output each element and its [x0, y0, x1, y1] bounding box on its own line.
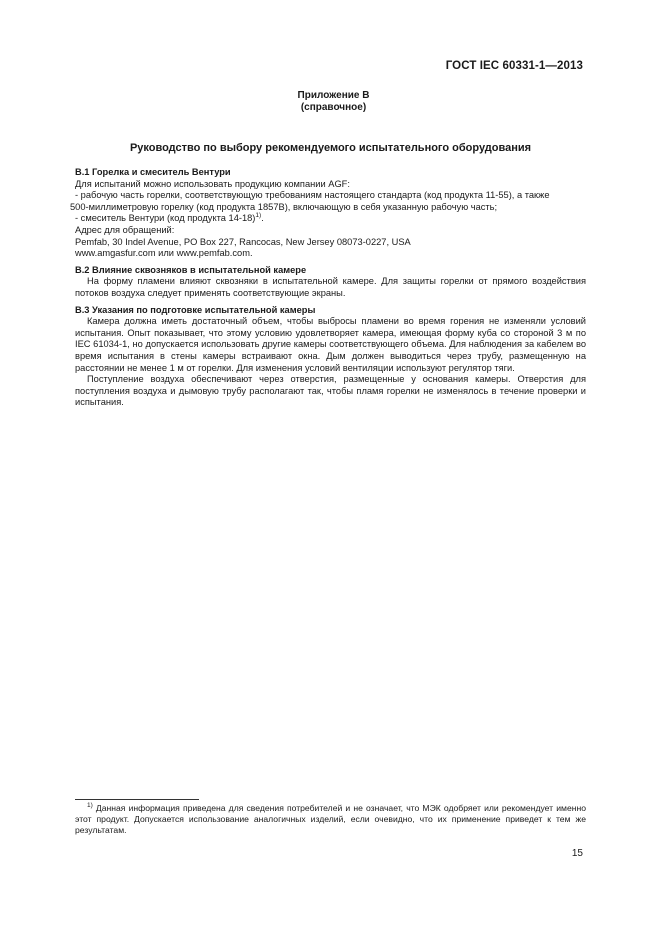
section-b2-paragraph: На форму пламени влияют сквозняки в испытательной камере. Для защиты горелки от прямого воздействия потоков воздуха следует применять соответствующие экраны. [75, 276, 586, 298]
footnote [75, 803, 586, 835]
annex-type: (справочное) [300, 102, 367, 113]
section-b1-websites: www.amgasfur.com или www.pemfab.com. [75, 248, 253, 259]
section-b1-title: B.1 Горелка и смеситель Вентури [75, 167, 231, 177]
section-b1-item1-line1: - рабочую часть горелки, соответствующую требованиям настоящего стандарта (код продукта 11-55), а также [75, 190, 550, 201]
section-b3-title: B.3 Указания по подготовке испытательной камеры [75, 304, 316, 315]
section-b2-title: B.2 Влияние сквозняков в испытательной камере [75, 264, 307, 275]
document-body [70, 167, 586, 409]
footnote-text [75, 803, 586, 835]
section-b1-item1-line2: 500-миллиметровую горелку (код продукта 1857B), включающую в себя указанную рабочую часть; [70, 201, 498, 212]
section-b1-address: Pemfab, 30 Indel Avenue, PO Box 227, Rancocas, New Jersey 08073-0227, USA [75, 236, 411, 247]
footnote-body: Данная информация приведена для сведения потребителей и не означает, что МЭК одобряет или рекомендует именно этот продукт. Допускается использование аналогичных изделий, если очевидно, что их применение приведет к тем же результатам. [75, 803, 586, 835]
footnote-marker: 1) [87, 802, 93, 809]
main-title: Руководство по выбору рекомендуемого испытательного оборудования [129, 142, 532, 154]
standard-code: ГОСТ IEC 60331-1—2013 [445, 60, 583, 72]
page-number: 15 [571, 848, 583, 859]
footnote-divider [75, 799, 199, 800]
section-b1-item2 [75, 213, 586, 225]
section-b3-paragraph-2: Поступление воздуха обеспечивают через отверстия, размещенные у основания камеры. Отверстия для поступления воздуха и дымовую трубу располагают так, чтобы пламя горелки не изменялось в течение проверки и испытания. [75, 374, 586, 408]
section-b1-item2-text: - смеситель Вентури (код продукта 14-18) [75, 213, 256, 224]
section-b3-paragraph-1: Камера должна иметь достаточный объем, чтобы выбросы пламени во время горения не изменяли условий испытания. Опыт показывает, что этому условию удовлетворяет камера, имеющая форму куба со стороной 3 м по IEC 61034-1, но допускается использовать другие камеры соответствующего объема. Для наблюдения за кабелем во время испытания в стены камеры встраивают окна. Дым должен выводиться через трубу, размещенную на расстоянии не менее 1 м от горелки. Для изменения условий вентиляции используют регулятор тяги. [75, 316, 586, 373]
annex-heading [0, 90, 661, 114]
section-b1-address-label: Адрес для обращений: [75, 224, 175, 235]
section-b1-intro: Для испытаний можно использовать продукцию компании AGF: [75, 178, 350, 189]
footnote-reference: 1) [255, 212, 262, 220]
section-b1-item2-end: . [261, 213, 264, 224]
annex-title: Приложение B [297, 90, 370, 101]
